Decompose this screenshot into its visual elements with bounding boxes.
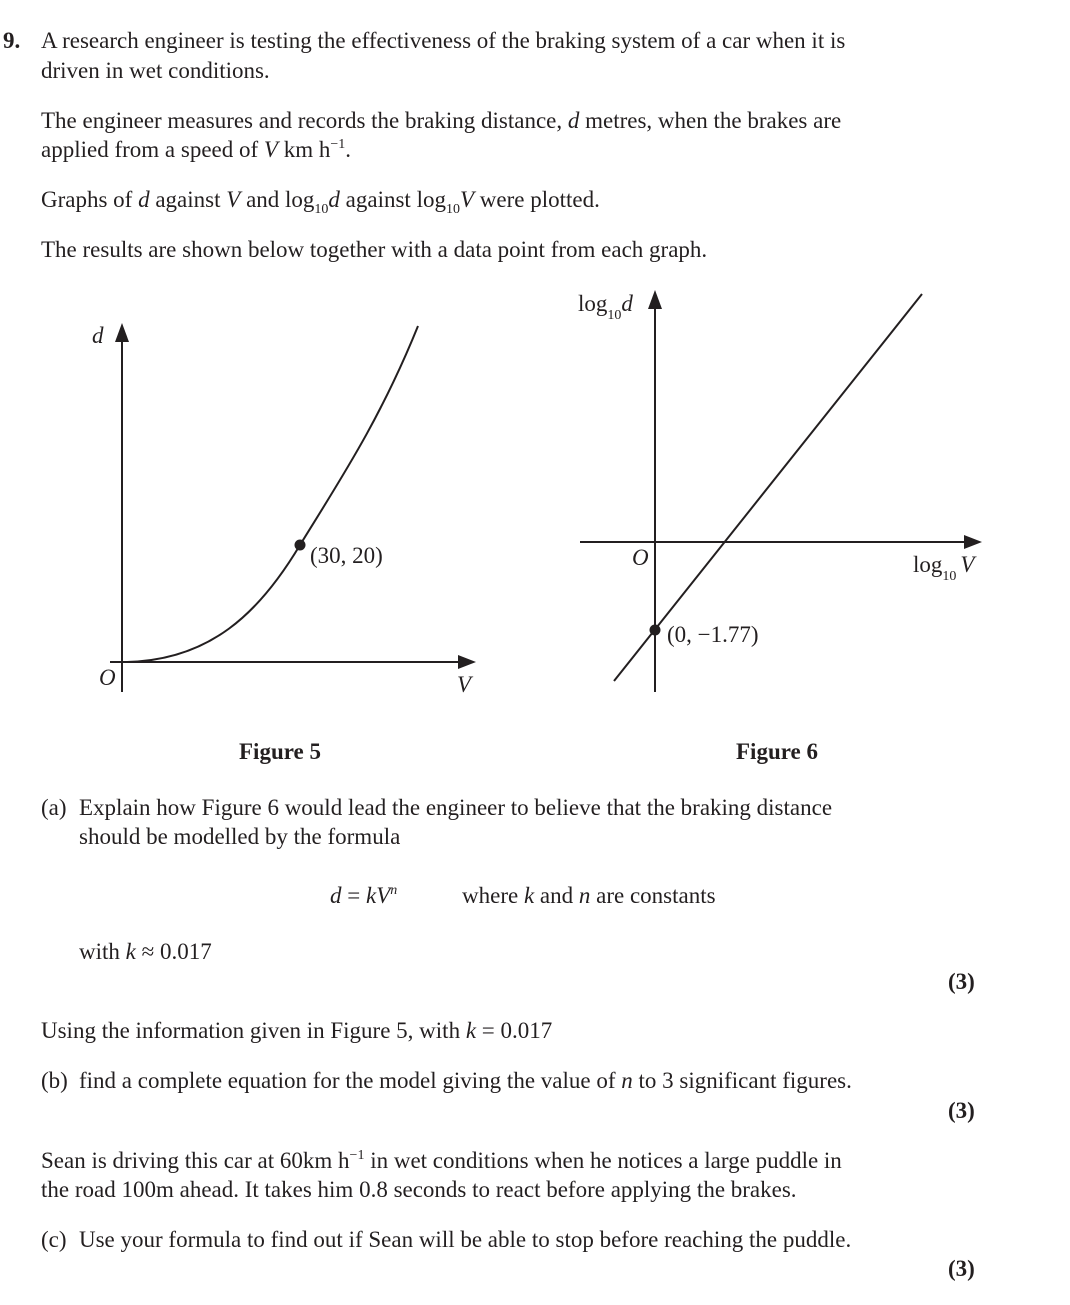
- fig6-origin-label: O: [632, 545, 649, 570]
- k-approx-value: with k ≈ 0.017: [79, 939, 212, 964]
- part-a-line-1: Explain how Figure 6 would lead the engineer to believe that the braking distance: [79, 795, 833, 820]
- figure-6-caption: Figure 6: [736, 739, 818, 764]
- intro-line-2: driven in wet conditions.: [41, 58, 270, 83]
- sean-line-2: the road 100m ahead. It takes him 0.8 seconds to react before applying the brakes.: [41, 1177, 797, 1202]
- fig6-line: [614, 294, 922, 681]
- paragraph-engineer-line-1: The engineer measures and records the braking distance, d metres, when the brakes are: [41, 108, 842, 133]
- fig6-point-label: (0, −1.77): [667, 622, 759, 647]
- fig6-x-label: $\log_{10} V$: [913, 552, 975, 584]
- figure-5-graph: [92, 323, 476, 697]
- model-formula: $d = kV^n$: [330, 883, 398, 908]
- fig5-data-point: [295, 540, 306, 551]
- part-b-marks: (3): [948, 1098, 975, 1123]
- formula-constants-note: where k and n are constants: [462, 883, 716, 908]
- question-number: 9.: [3, 28, 21, 53]
- fig5-x-arrow-icon: [458, 655, 476, 669]
- part-c-label: (c): [41, 1227, 67, 1252]
- fig6-x-arrow-icon: [964, 535, 982, 549]
- sean-line-1: Sean is driving this car at 60km $h^{-1}$ in wet conditions when he notices a large puddle in: [41, 1148, 842, 1173]
- part-a-marks: (3): [948, 969, 975, 994]
- paragraph-graphs: Graphs of d against V and $\log_{10}d$ against $\log_{10}V$ were plotted.: [41, 187, 600, 217]
- figure-6-graph: [578, 290, 982, 692]
- intro-line-1: A research engineer is testing the effectiveness of the braking system of a car when it is: [41, 28, 846, 53]
- paragraph-engineer-line-2: applied from a speed of V km $h^{-1}$.: [41, 137, 352, 162]
- fig5-y-label: d: [92, 323, 104, 348]
- fig6-data-point: [650, 625, 661, 636]
- fig5-y-arrow-icon: [115, 323, 129, 342]
- fig5-point-label: (30, 20): [310, 543, 383, 568]
- fig5-curve: [122, 326, 418, 662]
- part-b-label: (b): [41, 1068, 68, 1093]
- part-a-line-2: should be modelled by the formula: [79, 824, 401, 849]
- part-c-marks: (3): [948, 1256, 975, 1281]
- fig6-y-arrow-icon: [648, 290, 662, 309]
- part-b-text: find a complete equation for the model giving the value of n to 3 significant figures.: [79, 1068, 852, 1093]
- fig6-y-label: $\log_{10}d$: [578, 291, 633, 323]
- figure-5-caption: Figure 5: [239, 739, 321, 764]
- paragraph-results: The results are shown below together with a data point from each graph.: [41, 237, 708, 262]
- fig5-origin-label: O: [99, 665, 116, 690]
- part-a-label: (a): [41, 795, 67, 820]
- fig5-x-label: V: [457, 672, 472, 697]
- using-info-line: Using the information given in Figure 5, with k = 0.017: [41, 1018, 553, 1043]
- part-c-text: Use your formula to find out if Sean will be able to stop before reaching the puddle.: [79, 1227, 852, 1252]
